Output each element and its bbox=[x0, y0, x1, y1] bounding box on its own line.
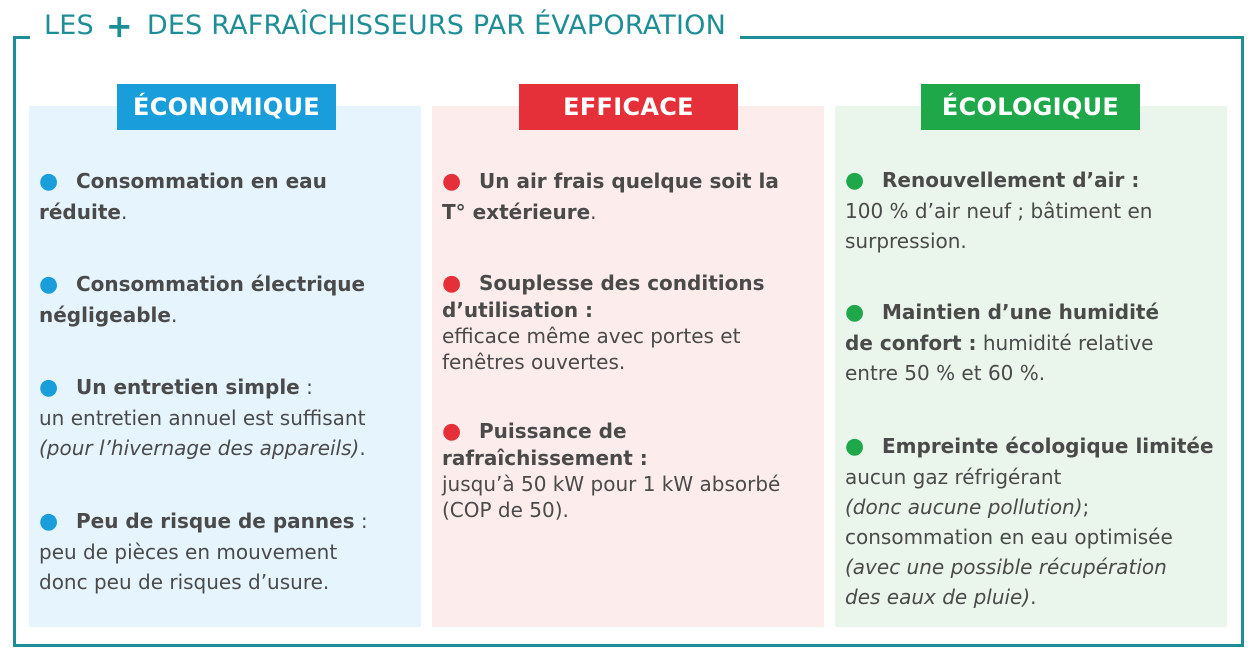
item-text: efficace même avec portes et bbox=[442, 324, 741, 348]
item-text: . bbox=[590, 200, 597, 224]
bullet-icon: ● bbox=[39, 509, 59, 534]
item-text: : bbox=[354, 509, 368, 533]
list-item bbox=[39, 372, 424, 463]
bullet-icon: ● bbox=[845, 434, 865, 459]
item-bold-text: Renouvellement d’air : bbox=[882, 168, 1140, 192]
item-text: . bbox=[170, 303, 178, 327]
item-bold-text: Peu de risque de pannes bbox=[76, 509, 355, 533]
heading-efficace: EFFICACE bbox=[519, 84, 738, 130]
item-text: surpression. bbox=[845, 229, 967, 253]
item-text: fenêtres ouvertes. bbox=[442, 350, 626, 374]
column-efficace bbox=[432, 106, 824, 627]
title-suffix: DES RAFRAÎCHISSEURS PAR ÉVAPORATION bbox=[146, 10, 727, 41]
item-italic-text: (pour l’hivernage des appareils) bbox=[39, 436, 360, 460]
item-bold-text: Consommation en eau bbox=[76, 169, 327, 193]
item-bold-text: d’utilisation : bbox=[442, 298, 594, 322]
item-italic-text: (donc aucune pollution) bbox=[845, 495, 1083, 519]
item-bold-text: négligeable bbox=[39, 303, 171, 327]
list-item bbox=[39, 166, 424, 227]
list-item bbox=[39, 269, 424, 330]
heading-economique: ÉCONOMIQUE bbox=[117, 84, 336, 130]
item-text: . bbox=[359, 436, 366, 460]
item-bold-text: de confort : bbox=[845, 331, 977, 355]
bullet-icon: ● bbox=[845, 168, 865, 193]
item-text: (COP de 50). bbox=[442, 498, 569, 522]
list-item bbox=[845, 297, 1230, 388]
item-bold-text: rafraîchissement : bbox=[442, 446, 648, 470]
list-item bbox=[442, 166, 827, 227]
bullet-icon: ● bbox=[39, 272, 59, 297]
item-bold-text: Consommation électrique bbox=[76, 272, 366, 296]
item-text: aucun gaz réfrigérant bbox=[845, 465, 1062, 489]
list-item bbox=[442, 418, 827, 523]
item-text: donc peu de risques d’usure. bbox=[39, 570, 330, 594]
item-text: . bbox=[120, 200, 128, 224]
item-bold-text: Maintien d’une humidité bbox=[882, 300, 1160, 324]
title-prefix: LES bbox=[44, 10, 94, 41]
bullet-icon: ● bbox=[39, 375, 59, 400]
heading-ecologique: ÉCOLOGIQUE bbox=[921, 84, 1140, 130]
item-text: ; bbox=[1082, 495, 1090, 519]
item-text: . bbox=[1030, 585, 1037, 609]
item-bold-text: Puissance de bbox=[479, 419, 627, 443]
list-item bbox=[39, 506, 424, 597]
item-text: peu de pièces en mouvement bbox=[39, 540, 338, 564]
item-text: humidité relative bbox=[976, 331, 1154, 355]
list-item bbox=[845, 165, 1230, 256]
column-ecologique bbox=[835, 106, 1227, 627]
item-italic-text: des eaux de pluie) bbox=[845, 585, 1031, 609]
column-economique bbox=[29, 106, 421, 627]
bullet-icon: ● bbox=[39, 169, 59, 194]
bullet-icon: ● bbox=[442, 419, 462, 444]
item-text: entre 50 % et 60 %. bbox=[845, 361, 1046, 385]
list-item bbox=[845, 431, 1230, 612]
list-item bbox=[442, 270, 827, 375]
item-text: jusqu’à 50 kW pour 1 kW absorbé bbox=[442, 472, 781, 496]
item-bold-text: T° extérieure bbox=[442, 200, 591, 224]
item-bold-text: Un air frais quelque soit la bbox=[479, 169, 779, 193]
bullet-icon: ● bbox=[442, 169, 462, 194]
item-italic-text: (avec une possible récupération bbox=[845, 555, 1167, 579]
item-text: 100 % d’air neuf ; bâtiment en bbox=[845, 199, 1153, 223]
item-bold-text: Un entretien simple bbox=[76, 375, 300, 399]
item-text: : bbox=[299, 375, 313, 399]
plus-icon: + bbox=[105, 7, 133, 45]
bullet-icon: ● bbox=[442, 271, 462, 296]
item-bold-text: Souplesse des conditions bbox=[479, 271, 765, 295]
page-title bbox=[30, 6, 740, 46]
item-text: consommation en eau optimisée bbox=[845, 525, 1173, 549]
item-bold-text: réduite bbox=[39, 200, 121, 224]
item-bold-text: Empreinte écologique limitée bbox=[882, 434, 1214, 458]
bullet-icon: ● bbox=[845, 300, 865, 325]
item-text: un entretien annuel est suffisant bbox=[39, 406, 366, 430]
